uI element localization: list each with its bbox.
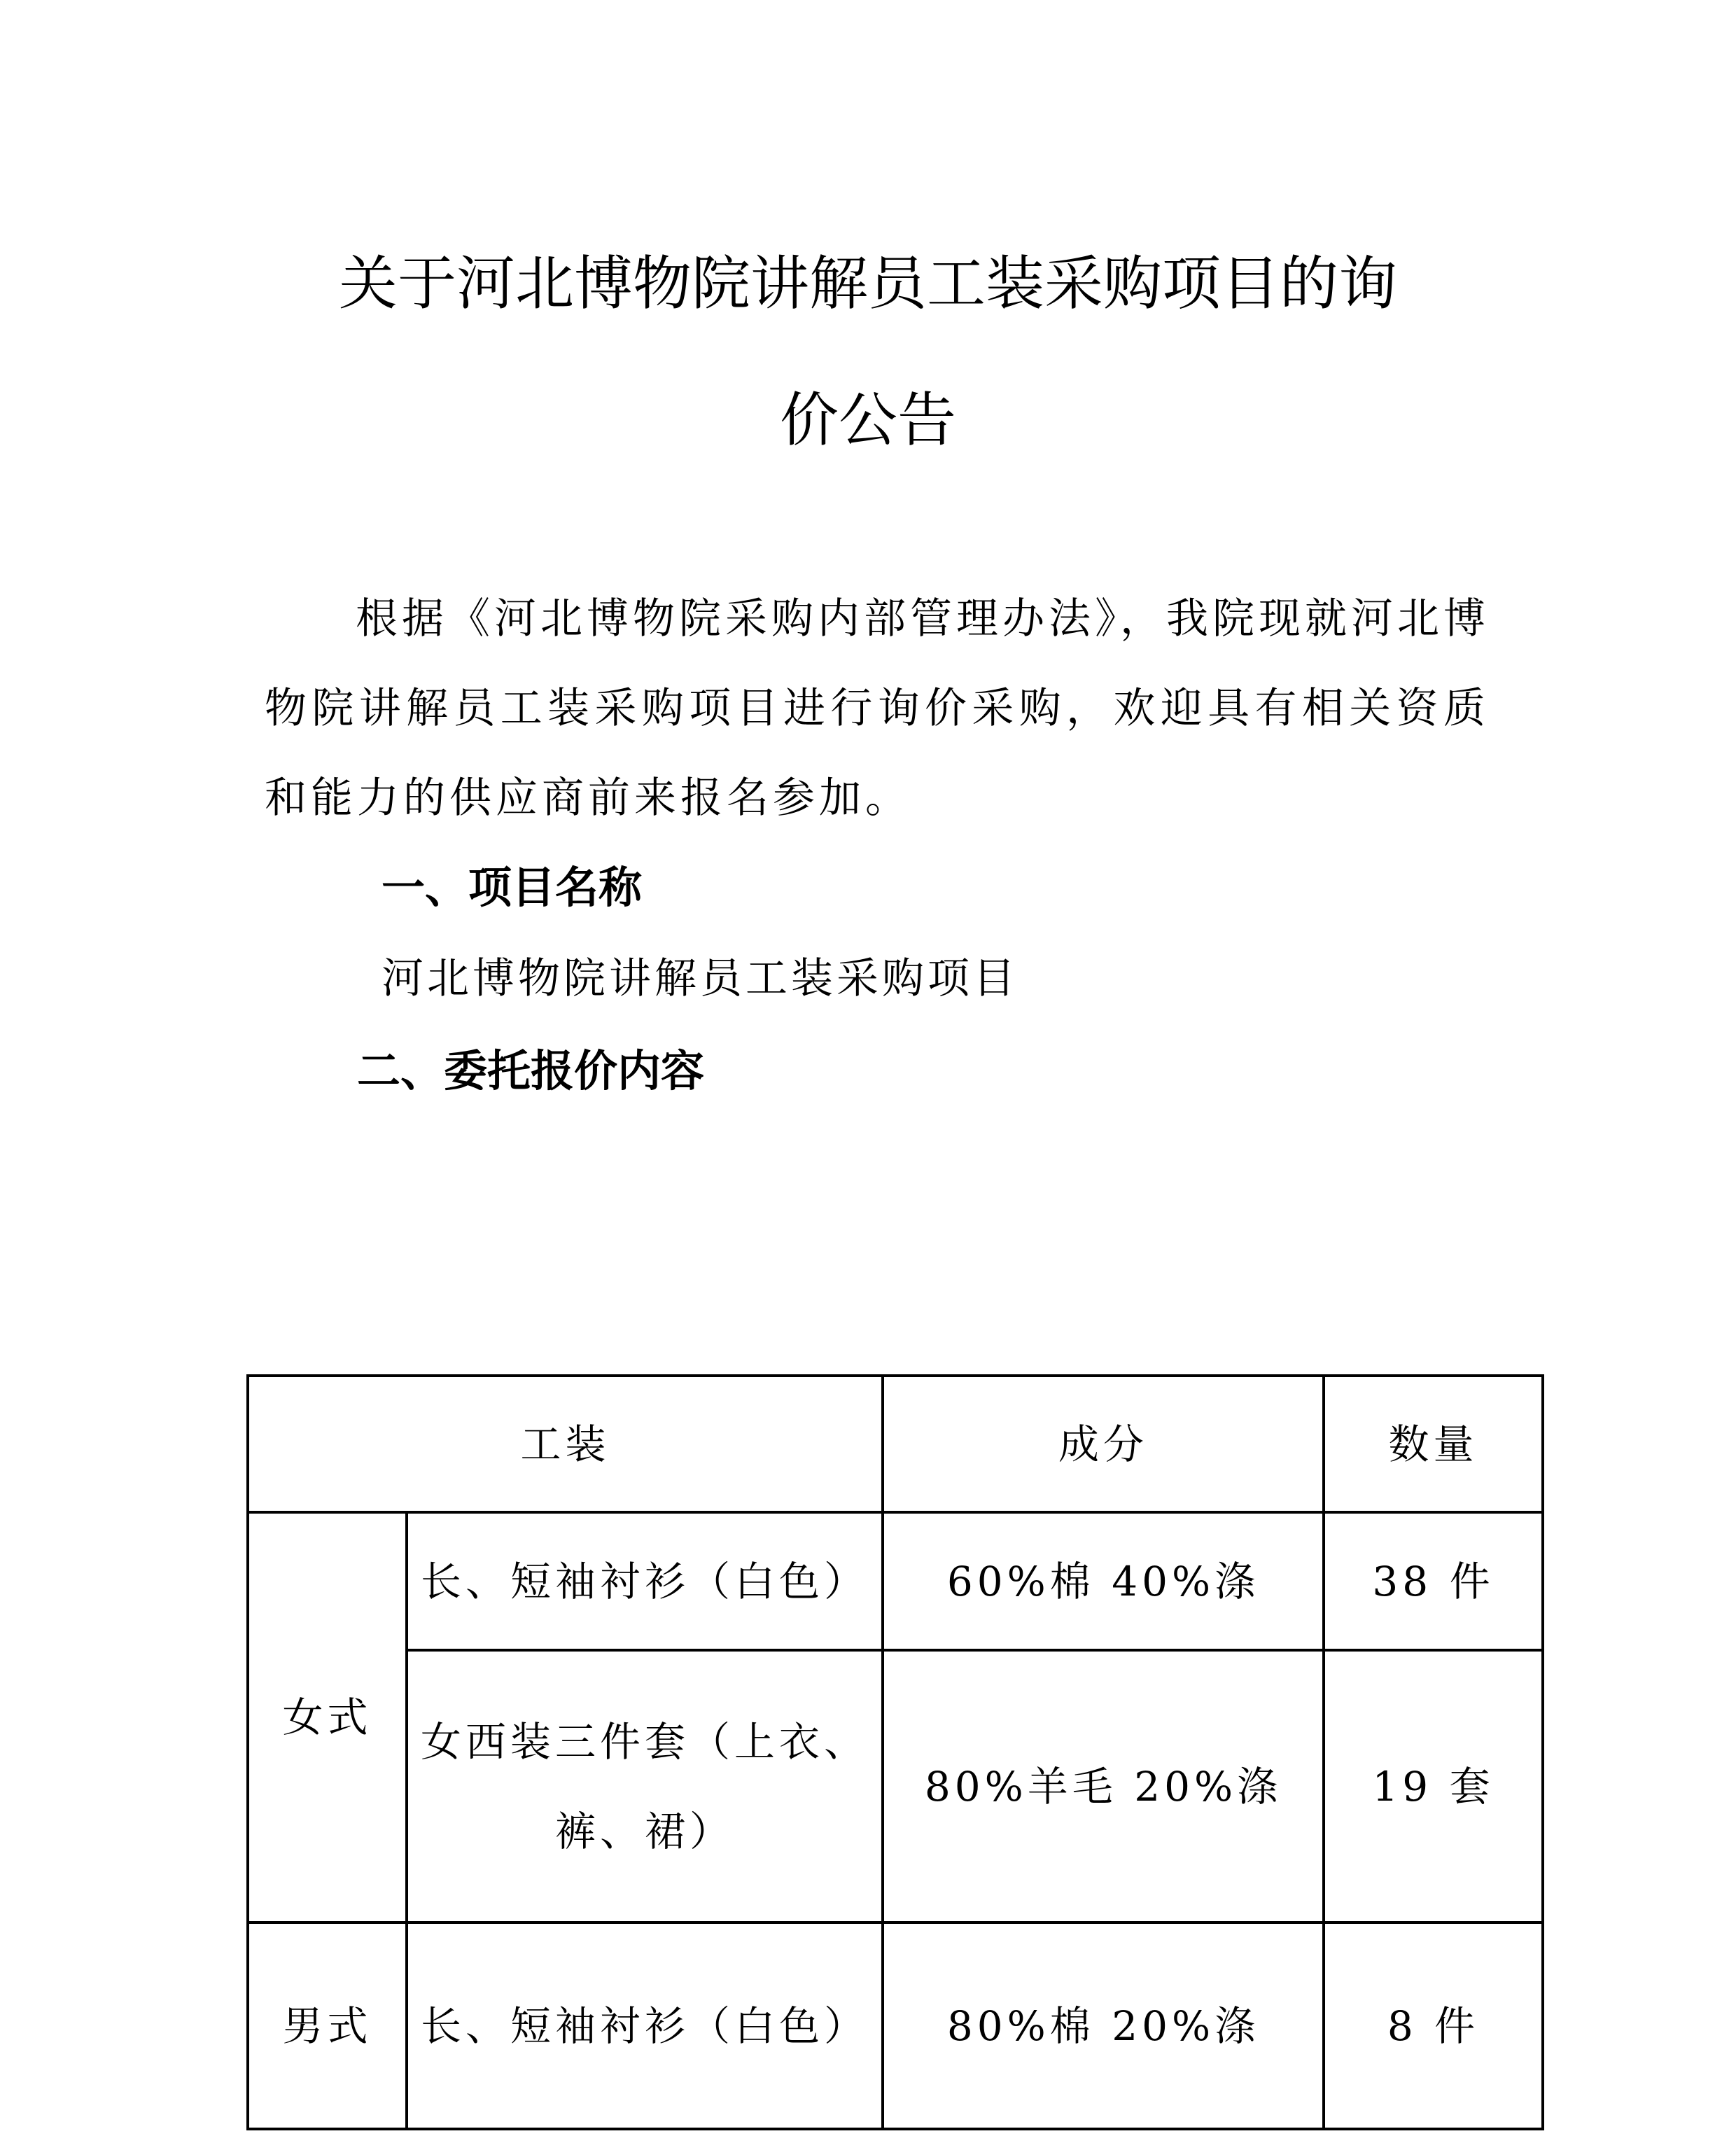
header-composition: 成分: [883, 1376, 1324, 1512]
section-heading-project-name: 一、项目名称: [382, 862, 643, 913]
header-uniform: 工装: [248, 1376, 883, 1512]
item-name-cell: 长、短袖衬衫（白色）: [407, 1512, 883, 1650]
page-title-line-1: 关于河北博物院讲解员工装采购项目的询: [338, 249, 1397, 318]
table-header-row: [248, 1376, 1543, 1512]
category-cell-female: 女式: [248, 1512, 407, 1922]
page-title-line-2: 价公告: [779, 386, 956, 454]
quote-table: [246, 1374, 1544, 2130]
table-row: [248, 1922, 1543, 2129]
item-name-cell: 女西装三件套（上衣、裤、裙）: [407, 1650, 883, 1922]
section-heading-quote-content: 二、委托报价内容: [357, 1045, 705, 1096]
item-name-cell: 长、短袖衬衫（白色）: [407, 1922, 883, 2129]
intro-paragraph: 根据《河北博物院采购内部管理办法》，我院现就河北博物院讲解员工装采购项目进行询价采购，欢迎具有相关资质和能力的供应商前来报名参加。: [265, 594, 1490, 823]
table-row: [248, 1512, 1543, 1650]
header-quantity: 数量: [1324, 1376, 1543, 1512]
item-composition-cell: 80%棉 20%涤: [883, 1922, 1324, 2129]
category-cell-male: 男式: [248, 1922, 407, 2129]
item-composition-cell: 60%棉 40%涤: [883, 1512, 1324, 1650]
item-quantity-cell: 38 件: [1324, 1512, 1543, 1650]
item-quantity-cell: 8 件: [1324, 1922, 1543, 2129]
item-quantity-cell: 19 套: [1324, 1650, 1543, 1922]
item-composition-cell: 80%羊毛 20%涤: [883, 1650, 1324, 1922]
project-name-text: 河北博物院讲解员工装采购项目: [382, 954, 1018, 1003]
table-row: [248, 1650, 1543, 1922]
